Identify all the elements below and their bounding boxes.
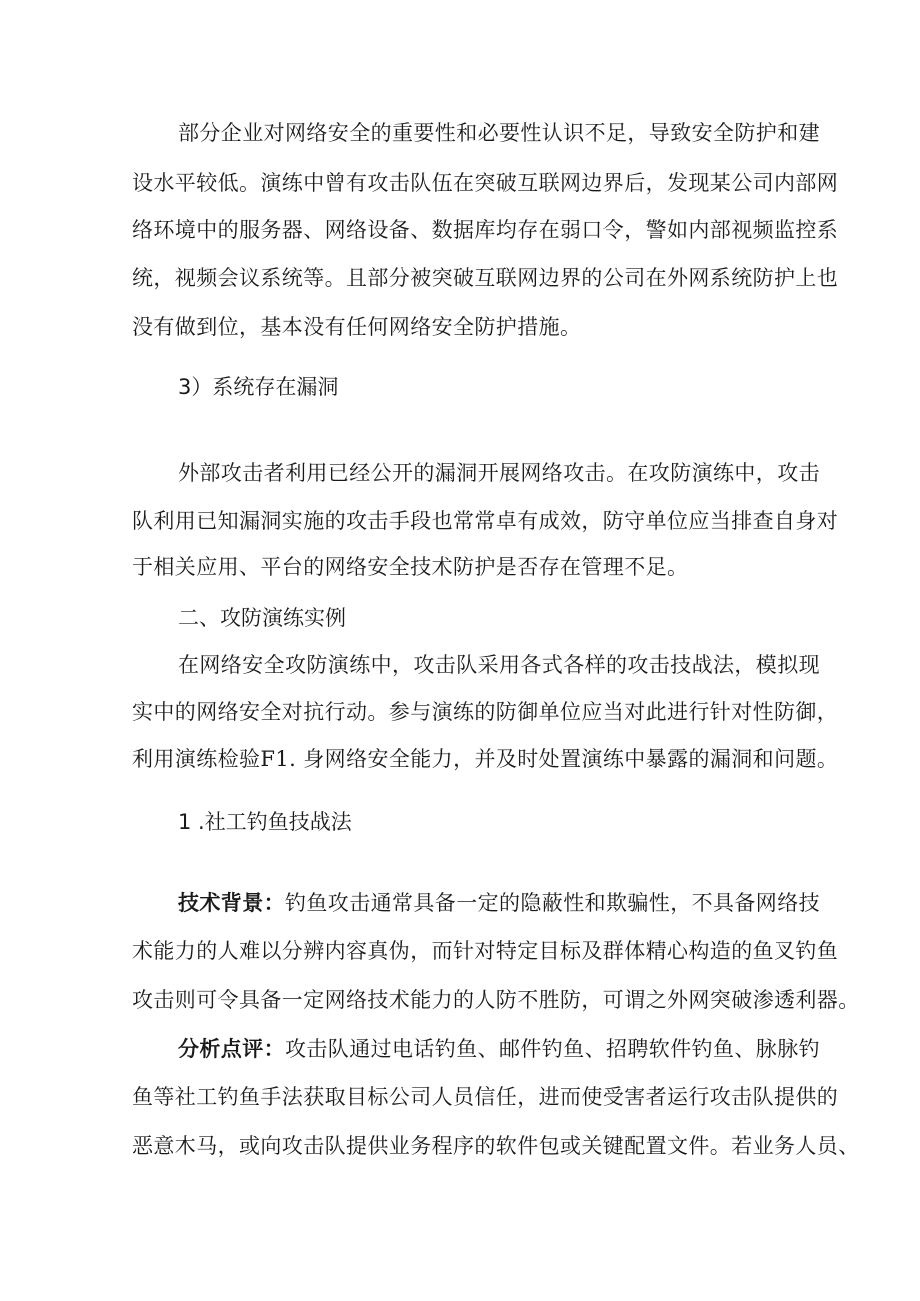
paragraph-text: 攻击队通过电话钓鱼、邮件钓鱼、招聘软件钓鱼、脉脉钓 bbox=[285, 1037, 820, 1061]
paragraph-line: 没有做到位，基本没有任何网络安全防护措施。 bbox=[132, 315, 582, 339]
paragraph-line: 术能力的人难以分辨内容真伪，而针对特定目标及群体精心构造的鱼叉钓鱼 bbox=[132, 939, 839, 963]
paragraph-line: 实中的网络安全对抗行动。参与演练的防御单位应当对此进行针对性防御， bbox=[132, 700, 839, 724]
paragraph-line: 恶意木马，或向攻击队提供业务程序的软件包或关键配置文件。若业务人员、 bbox=[132, 1134, 860, 1158]
paragraph-line: 攻击则可令具备一定网络技术能力的人防不胜防，可谓之外网突破渗透利器。 bbox=[132, 988, 860, 1012]
tech-background-first-line bbox=[178, 889, 820, 917]
paragraph-line: 利用演练检验F1. 身网络安全能力，并及时处置演练中暴露的漏洞和问题。 bbox=[132, 747, 839, 771]
paragraph-line: 外部攻击者利用已经公开的漏洞开展网络攻击。在攻防演练中，攻击 bbox=[178, 461, 820, 485]
analysis-label: 分析点评： bbox=[178, 1037, 285, 1061]
paragraph-text: 钓鱼攻击通常具备一定的隐蔽性和欺骗性，不具备网络技 bbox=[285, 891, 820, 915]
analysis-first-line bbox=[178, 1035, 820, 1063]
paragraph-line: 在网络安全攻防演练中，攻击队采用各式各样的攻击技战法，模拟现 bbox=[178, 653, 820, 677]
paragraph-line: 于相关应用、平台的网络安全技术防护是否存在管理不足。 bbox=[132, 555, 689, 579]
subsection-heading-phishing: 1 .社工钓鱼技战法 bbox=[178, 810, 352, 834]
tech-background-label: 技术背景： bbox=[178, 891, 285, 915]
paragraph-line: 统，视频会议系统等。且部分被突破互联网边界的公司在外网系统防护上也 bbox=[132, 266, 839, 290]
paragraph-line: 队利用已知漏洞实施的攻击手段也常常卓有成效，防守单位应当排查自身对 bbox=[132, 509, 839, 533]
paragraph-line: 部分企业对网络安全的重要性和必要性认识不足，导致安全防护和建 bbox=[178, 121, 820, 145]
paragraph-line: 络环境中的服务器、网络设备、数据库均存在弱口令，警如内部视频监控系 bbox=[132, 218, 839, 242]
paragraph-line: 鱼等社工钓鱼手法获取目标公司人员信任，进而使受害者运行攻击队提供的 bbox=[132, 1085, 839, 1109]
paragraph-line: 设水平较低。演练中曾有攻击队伍在突破互联网边界后，发现某公司内部网 bbox=[132, 171, 839, 195]
section-heading-system-vulnerabilities: 3）系统存在漏洞 bbox=[178, 375, 339, 399]
section-heading-drill-examples: 二、攻防演练实例 bbox=[178, 606, 346, 630]
